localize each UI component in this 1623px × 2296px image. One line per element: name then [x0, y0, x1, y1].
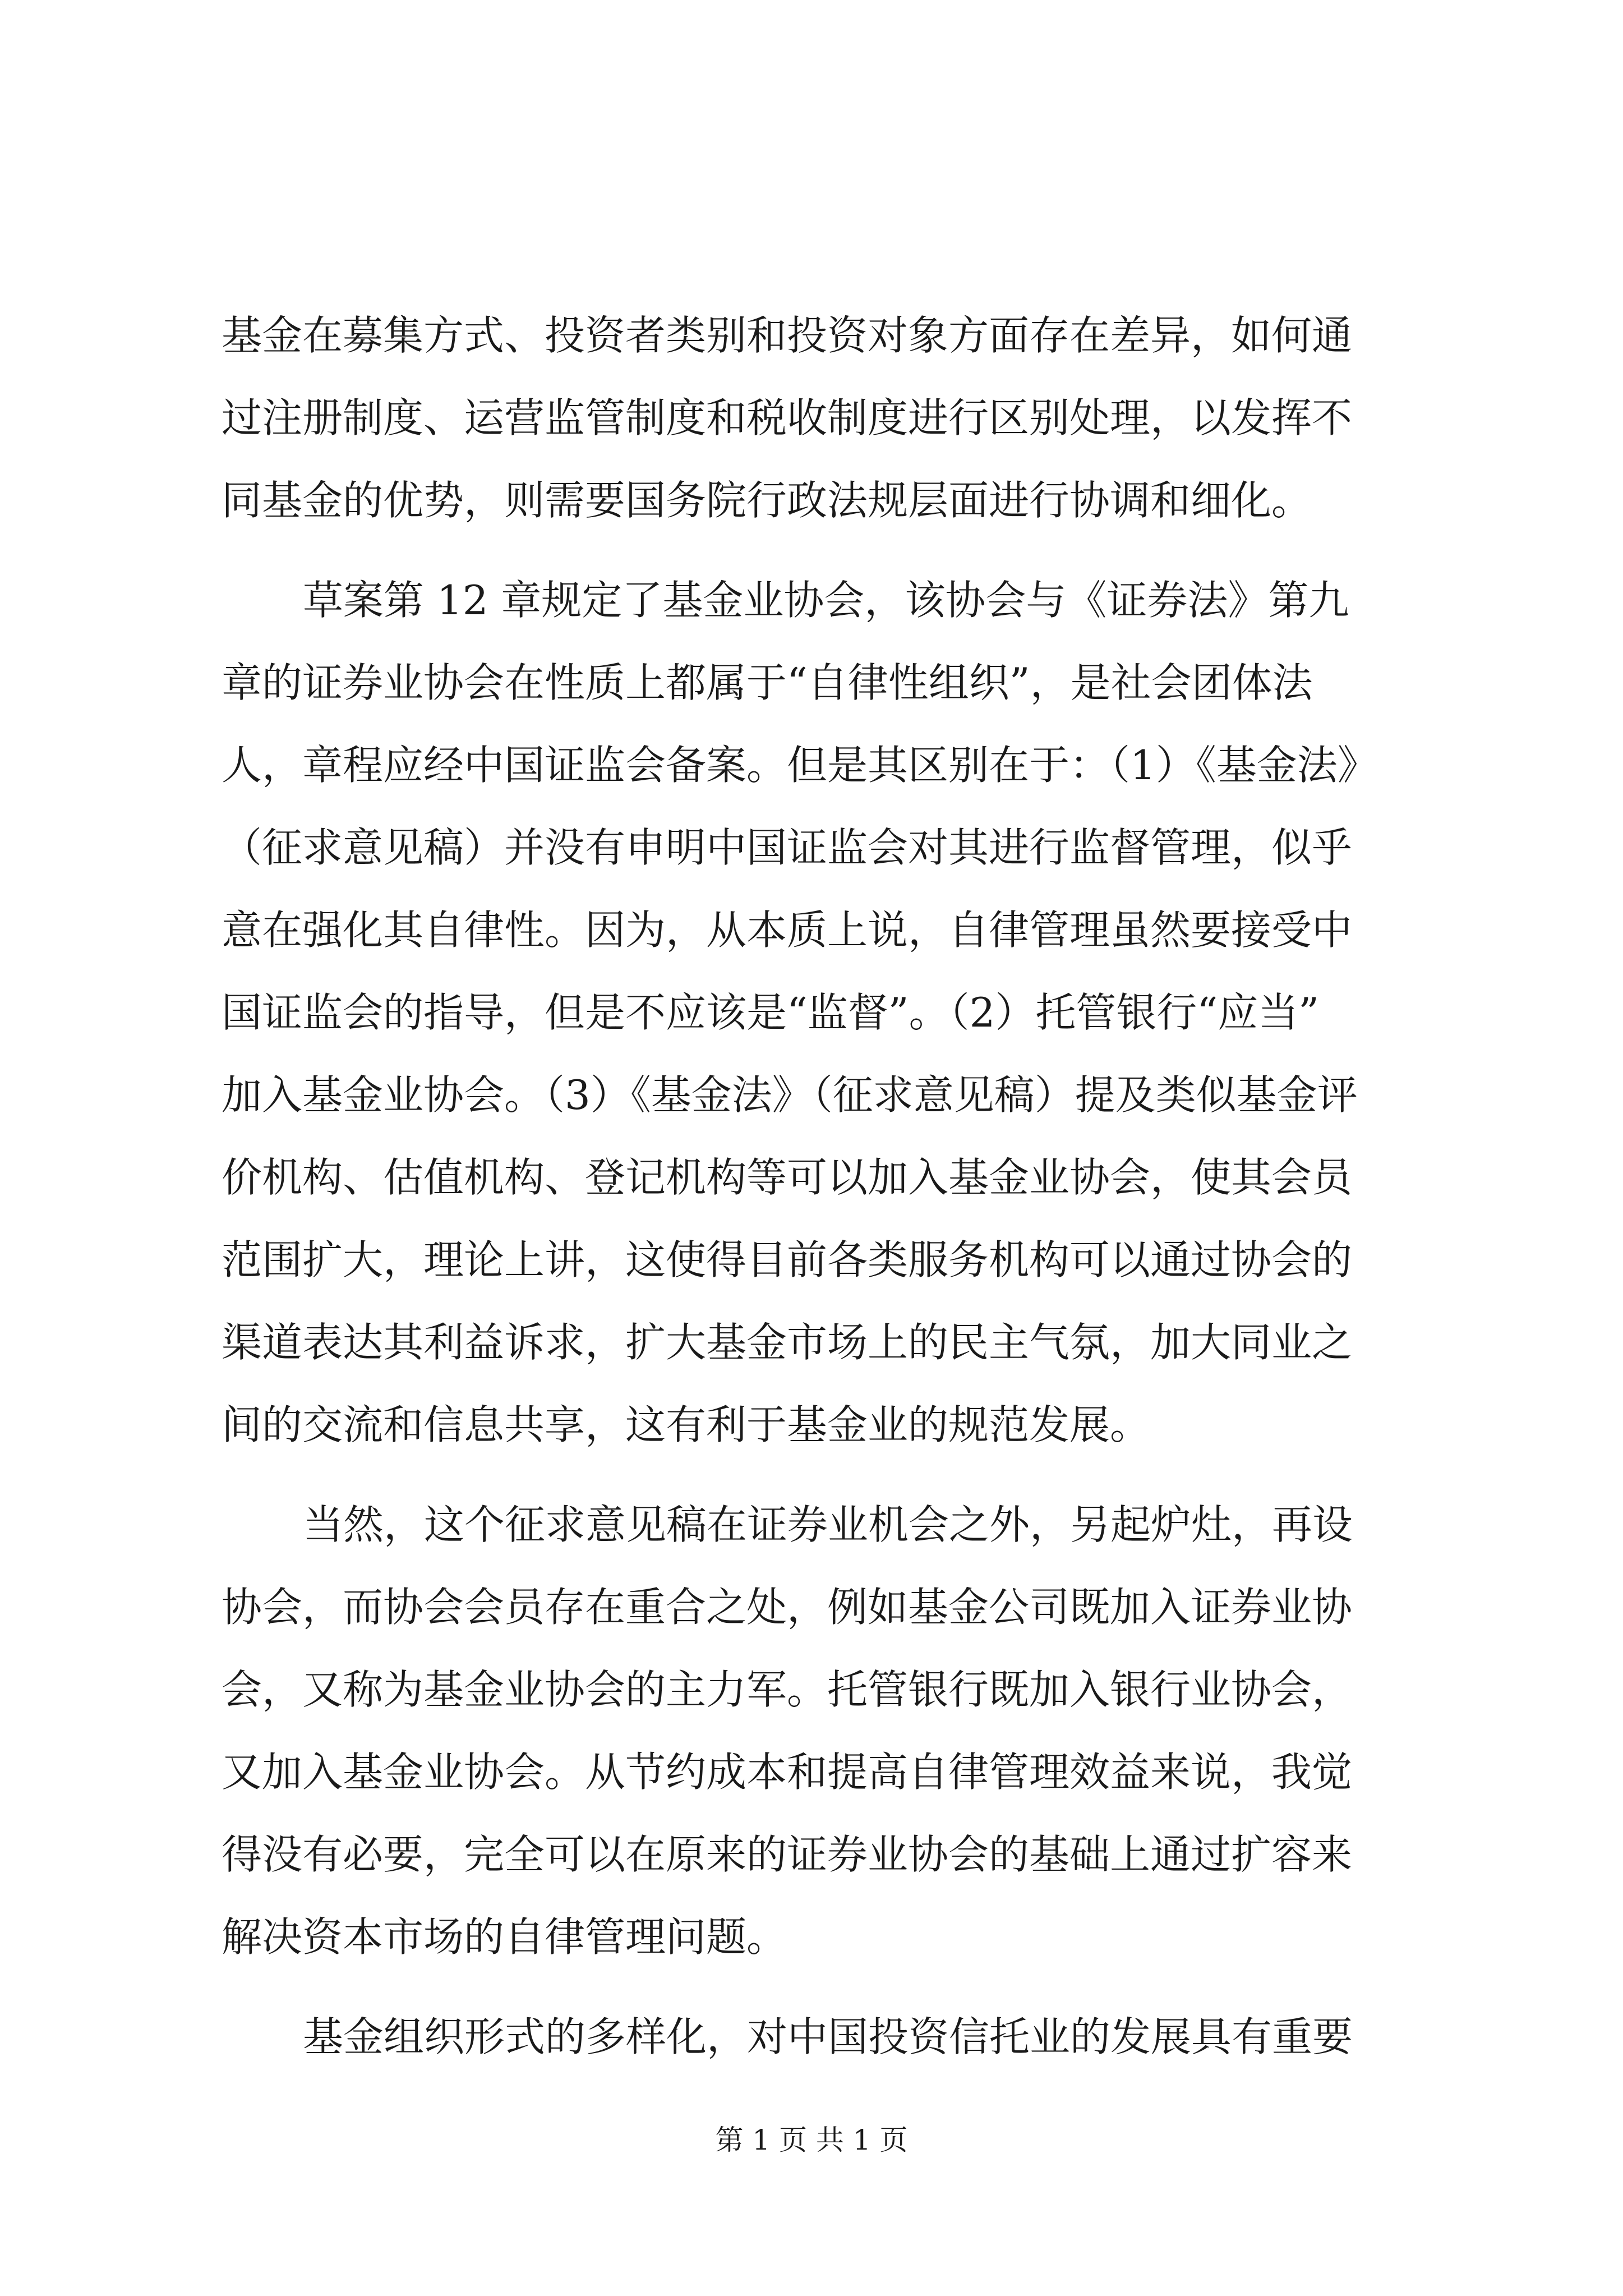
text-line: 国证监会的指导，但是不应该是“监督”。（2）托管银行“应当” — [222, 989, 1320, 1036]
text-line: 间的交流和信息共享，这有利于基金业的规范发展。 — [222, 1401, 1151, 1448]
text-line: 会，又称为基金业协会的主力军。托管银行既加入银行业协会， — [222, 1666, 1353, 1713]
text-line: 草案第 12 章规定了基金业协会，该协会与《证券法》第九 — [303, 577, 1349, 624]
text-line: （征求意见稿）并没有申明中国证监会对其进行监督管理，似乎 — [222, 824, 1353, 871]
text-line: 基金组织形式的多样化，对中国投资信托业的发展具有重要 — [303, 2013, 1353, 2060]
text-line: 基金在募集方式、投资者类别和投资对象方面存在差异，如何通 — [222, 312, 1353, 359]
page-number-footer: 第 1 页 共 1 页 — [715, 2124, 908, 2156]
text-line: 渠道表达其利益诉求，扩大基金市场上的民主气氛，加大同业之 — [222, 1319, 1353, 1366]
text-line: 协会，而协会会员存在重合之处，例如基金公司既加入证券业协 — [222, 1584, 1353, 1631]
text-line: 范围扩大，理论上讲，这使得目前各类服务机构可以通过协会的 — [222, 1236, 1353, 1283]
text-line: 章的证券业协会在性质上都属于“自律性组织”，是社会团体法 — [222, 659, 1313, 706]
text-line: 价机构、估值机构、登记机构等可以加入基金业协会，使其会员 — [222, 1154, 1353, 1201]
text-line: 意在强化其自律性。因为，从本质上说，自律管理虽然要接受中 — [222, 907, 1353, 954]
text-line: 人，章程应经中国证监会备案。但是其区别在于：（1）《基金法》 — [222, 742, 1378, 789]
text-line: 加入基金业协会。（3）《基金法》（征求意见稿）提及类似基金评 — [222, 1071, 1358, 1119]
text-line: 同基金的优势，则需要国务院行政法规层面进行协调和细化。 — [222, 477, 1312, 524]
text-line: 得没有必要，完全可以在原来的证券业协会的基础上通过扩容来 — [222, 1831, 1353, 1878]
text-line: 当然，这个征求意见稿在证券业机会之外，另起炉灶，再设 — [303, 1501, 1353, 1548]
text-line: 又加入基金业协会。从节约成本和提高自律管理效益来说，我觉 — [222, 1749, 1353, 1796]
text-line: 解决资本市场的自律管理问题。 — [222, 1913, 787, 1961]
text-line: 过注册制度、运营监管制度和税收制度进行区别处理，以发挥不 — [222, 394, 1353, 441]
